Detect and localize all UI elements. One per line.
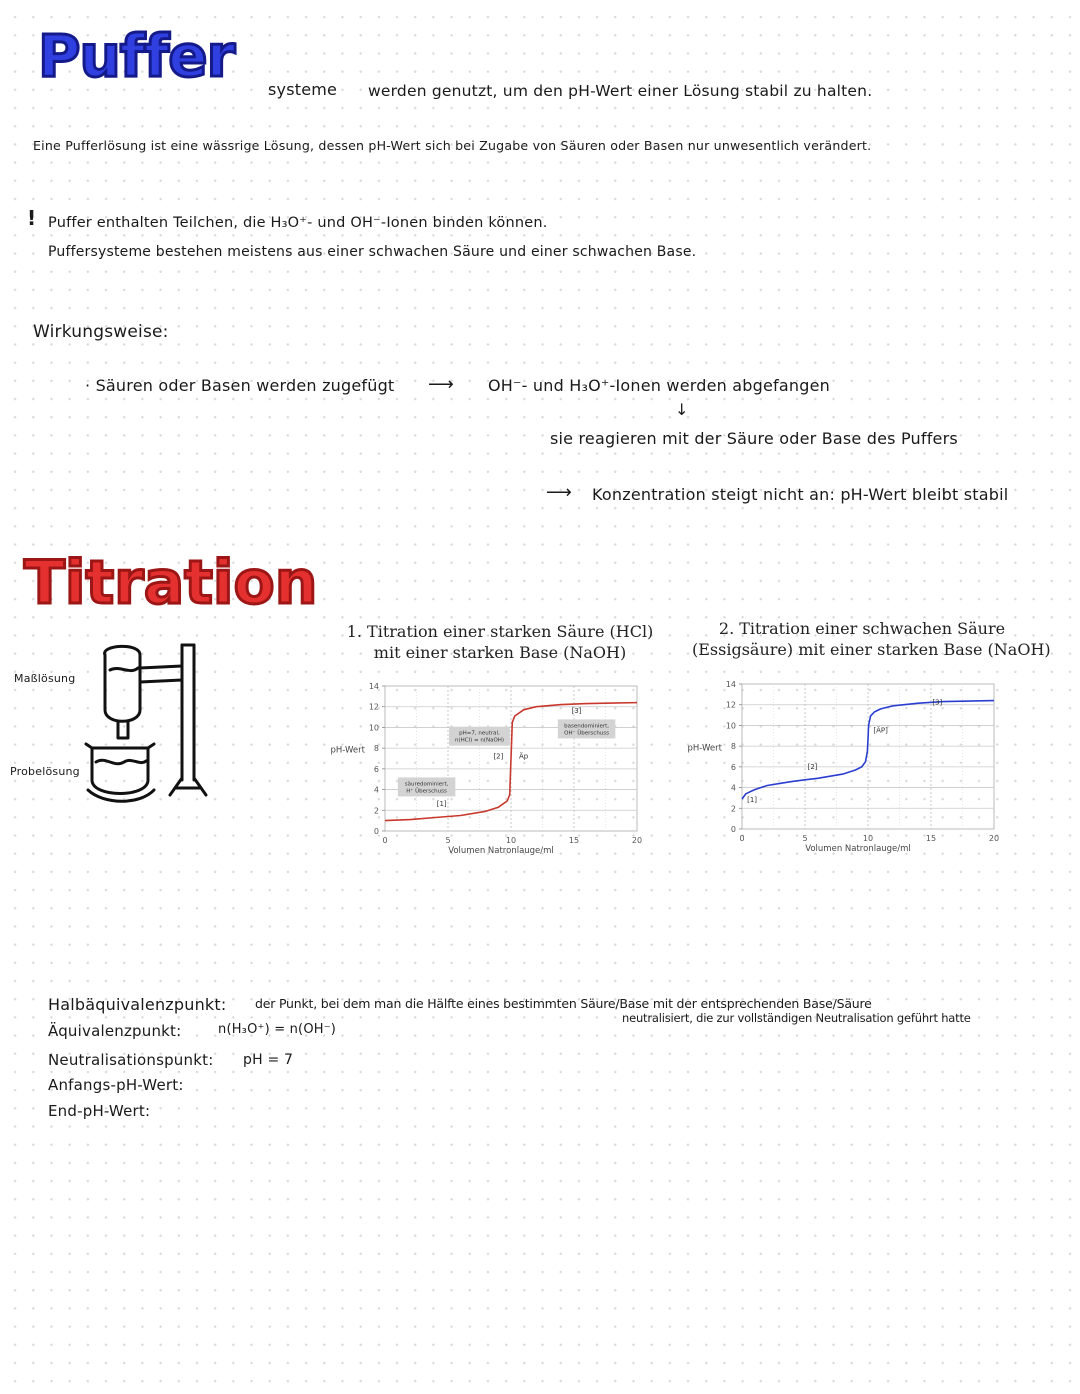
chart1-xtick-label-2: 10 [505, 836, 517, 845]
chart1-annotation-text-6: basendominiert, [564, 723, 610, 730]
def-neutralisation-term: Neutralisationspunkt: [48, 1051, 214, 1069]
chart2-xtick-label-3: 15 [925, 834, 937, 843]
chart2-xlabel: Volumen Natronlauge/ml [805, 844, 911, 854]
chart2-annotation-label-0: [1] [747, 796, 758, 805]
def-halbaequivalenz-text-b: neutralisiert, die zur vollständigen Neutralisation geführt hatte [622, 1011, 971, 1025]
chart2-ylabel: pH-Wert [687, 743, 722, 754]
wirkung-heading: Wirkungsweise: [33, 322, 169, 342]
chart1-annotation-label-3: [2] [493, 752, 504, 761]
chart2-xtick-label-0: 0 [739, 834, 745, 843]
sample-label: Probelösung [10, 765, 80, 778]
chart1-ytick-label-6: 12 [368, 702, 379, 712]
puffer-note-1: Puffer enthalten Teilchen, die H₃O⁺- und OH⁻-Ionen binden können. [48, 215, 548, 231]
arrow-right-icon: ⟶ [428, 374, 454, 395]
titration-apparatus-drawing [0, 630, 230, 810]
chart1-title [330, 622, 670, 662]
def-halbaequivalenz-term: Halbäquivalenzpunkt: [48, 995, 227, 1014]
chart1-title-line2: mit einer starken Base (NaOH) [373, 643, 627, 662]
chart2-ytick-label-3: 6 [730, 762, 736, 772]
chart2-title-line2: (Essigsäure) mit einer starken Base (NaOH) [692, 640, 1051, 659]
chart2-plot [682, 674, 1012, 864]
chart1-xlabel: Volumen Natronlauge/ml [448, 846, 554, 856]
chart1-ytick-label-2: 4 [373, 785, 379, 795]
chart1-xtick-label-3: 15 [568, 836, 580, 845]
wirkung-step2: sie reagieren mit der Säure oder Base des Puffers [550, 429, 958, 448]
chart2-xtick-label-4: 20 [988, 834, 1000, 843]
chart1-ytick-label-4: 8 [373, 744, 379, 754]
chart2-ytick-label-7: 14 [725, 680, 736, 689]
chart1-annotation-text-1: säuredominiert, [404, 781, 449, 788]
chart1-annotation-label-4: Äp [518, 752, 529, 761]
wirkung-step1-result: OH⁻- und H₃O⁺-Ionen werden abgefangen [488, 376, 830, 395]
chart2-annotation-label-3: [3] [932, 698, 943, 707]
titration-title: Titration [24, 548, 318, 618]
chart1-xtick-label-0: 0 [382, 836, 388, 845]
def-neutralisation-text: pH = 7 [243, 1052, 294, 1068]
chart1-annotation-subtext-6: OH⁻ Überschuss [564, 730, 610, 737]
wirkung-step1: · Säuren oder Basen werden zugefügt [85, 376, 395, 395]
chart2-xtick-label-2: 10 [862, 834, 874, 843]
def-aequivalenz-text: n(H₃O⁺) = n(OH⁻) [218, 1022, 337, 1037]
chart1-annotation-subtext-1: H⁺ Überschuss [406, 788, 447, 795]
chart1-ylabel: pH-Wert [330, 745, 365, 756]
chart1-title-line1: 1. Titration einer starken Säure (HCl) [346, 622, 654, 641]
chart2-annotation-label-1: [2] [807, 762, 818, 771]
chart2-title [692, 619, 1051, 659]
chart1-ytick-label-5: 10 [368, 723, 379, 733]
chart2-annotation-label-2: [ÄP] [873, 726, 888, 735]
chart1-ytick-label-7: 14 [368, 682, 379, 691]
exclamation-icon: ! [27, 206, 37, 230]
puffer-title-suffix: systeme [268, 80, 338, 99]
chart1-xtick-label-1: 5 [445, 836, 451, 845]
chart2-ytick-label-5: 10 [725, 721, 736, 731]
chart1-annotation-label-5: [3] [571, 706, 582, 715]
chart2-ytick-label-1: 2 [730, 804, 736, 814]
chart1-ytick-label-3: 6 [373, 764, 379, 774]
chart2-xtick-label-1: 5 [802, 834, 808, 843]
puffer-note-2: Puffersysteme bestehen meistens aus einer schwachen Säure und einer schwachen Base. [48, 244, 697, 260]
puffer-intro: werden genutzt, um den pH-Wert einer Lösung stabil zu halten. [368, 82, 873, 100]
chart1-ytick-label-1: 2 [373, 806, 379, 816]
arrow-down-icon: ↓ [675, 400, 689, 419]
def-halbaequivalenz-text-a: der Punkt, bei dem man die Hälfte eines bestimmten Säure/Base mit der entsprechenden Base/Säure [255, 996, 872, 1011]
puffer-definition: Eine Pufferlösung ist eine wässrige Lösung, dessen pH-Wert sich bei Zugabe von Säuren oder Basen nur unwesentlich verändert. [33, 138, 872, 153]
arrow-right-icon: ⟶ [546, 482, 572, 503]
def-aequivalenz-term: Äquivalenzpunkt: [48, 1022, 182, 1040]
def-end-ph-term: End-pH-Wert: [48, 1102, 151, 1120]
chart2-title-line1: 2. Titration einer schwachen Säure [718, 619, 1006, 638]
titrant-label: Maßlösung [14, 672, 76, 685]
chart1-xtick-label-4: 20 [631, 836, 643, 845]
def-anfangs-ph-term: Anfangs-pH-Wert: [48, 1076, 184, 1094]
chart1-plot [325, 676, 645, 866]
chart1-annotation-label-0: [1] [436, 800, 447, 809]
chart1-ytick-label-0: 0 [373, 827, 379, 836]
puffer-title: Puffer [38, 22, 235, 90]
chart2-ytick-label-0: 0 [730, 825, 736, 834]
chart2-ytick-label-2: 4 [730, 783, 736, 793]
chart2-ytick-label-6: 12 [725, 700, 736, 710]
chart2-ytick-label-4: 8 [730, 742, 736, 752]
wirkung-step3: Konzentration steigt nicht an: pH-Wert bleibt stabil [592, 485, 1009, 504]
chart1-annotation-subtext-2: n(HCl) = n(NaOH) [454, 737, 505, 744]
chart1-annotation-text-2: pH=7, neutral, [459, 730, 500, 737]
